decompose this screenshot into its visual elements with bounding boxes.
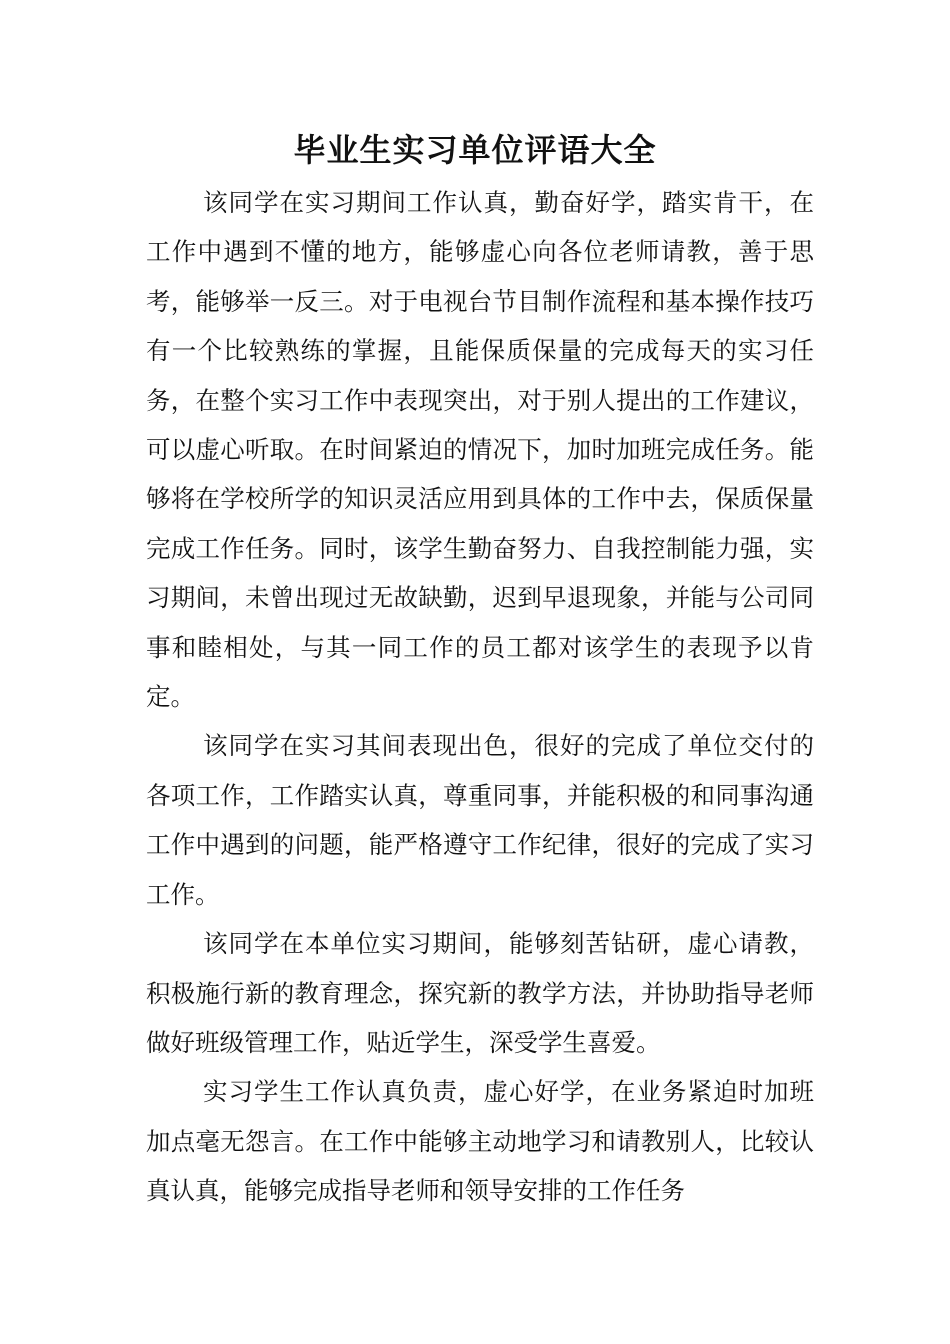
- document-title: 毕业生实习单位评语大全: [293, 131, 657, 169]
- document-body: [146, 178, 814, 1216]
- paragraph-3: 该同学在本单位实习期间，能够刻苦钻研，虚心请教，积极施行新的教育理念，探究新的教学方法，并协助指导老师做好班级管理工作，贴近学生，深受学生喜爱。: [146, 929, 814, 1057]
- paragraph-1: 该同学在实习期间工作认真，勤奋好学，踏实肯干，在工作中遇到不懂的地方，能够虚心向各位老师请教，善于思考，能够举一反三。对于电视台节目制作流程和基本操作技巧有一个比较熟练的掌握，且能保质保量的完成每天的实习任务，在整个实习工作中表现突出，对于别人提出的工作建议，可以虚心听取。在时间紧迫的情况下，加时加班完成任务。能够将在学校所学的知识灵活应用到具体的工作中去，保质保量完成工作任务。同时，该学生勤奋努力、自我控制能力强，实习期间，未曾出现过无故缺勤，迟到早退现象，并能与公司同事和睦相处，与其一同工作的员工都对该学生的表现予以肯定。: [146, 188, 814, 712]
- paragraph-2: 该同学在实习其间表现出色，很好的完成了单位交付的各项工作，工作踏实认真，尊重同事，并能积极的和同事沟通工作中遇到的问题，能严格遵守工作纪律，很好的完成了实习工作。: [146, 731, 814, 909]
- paragraph-4: 实习学生工作认真负责，虚心好学，在业务紧迫时加班加点毫无怨言。在工作中能够主动地学习和请教别人，比较认真认真，能够完成指导老师和领导安排的工作任务: [146, 1077, 814, 1206]
